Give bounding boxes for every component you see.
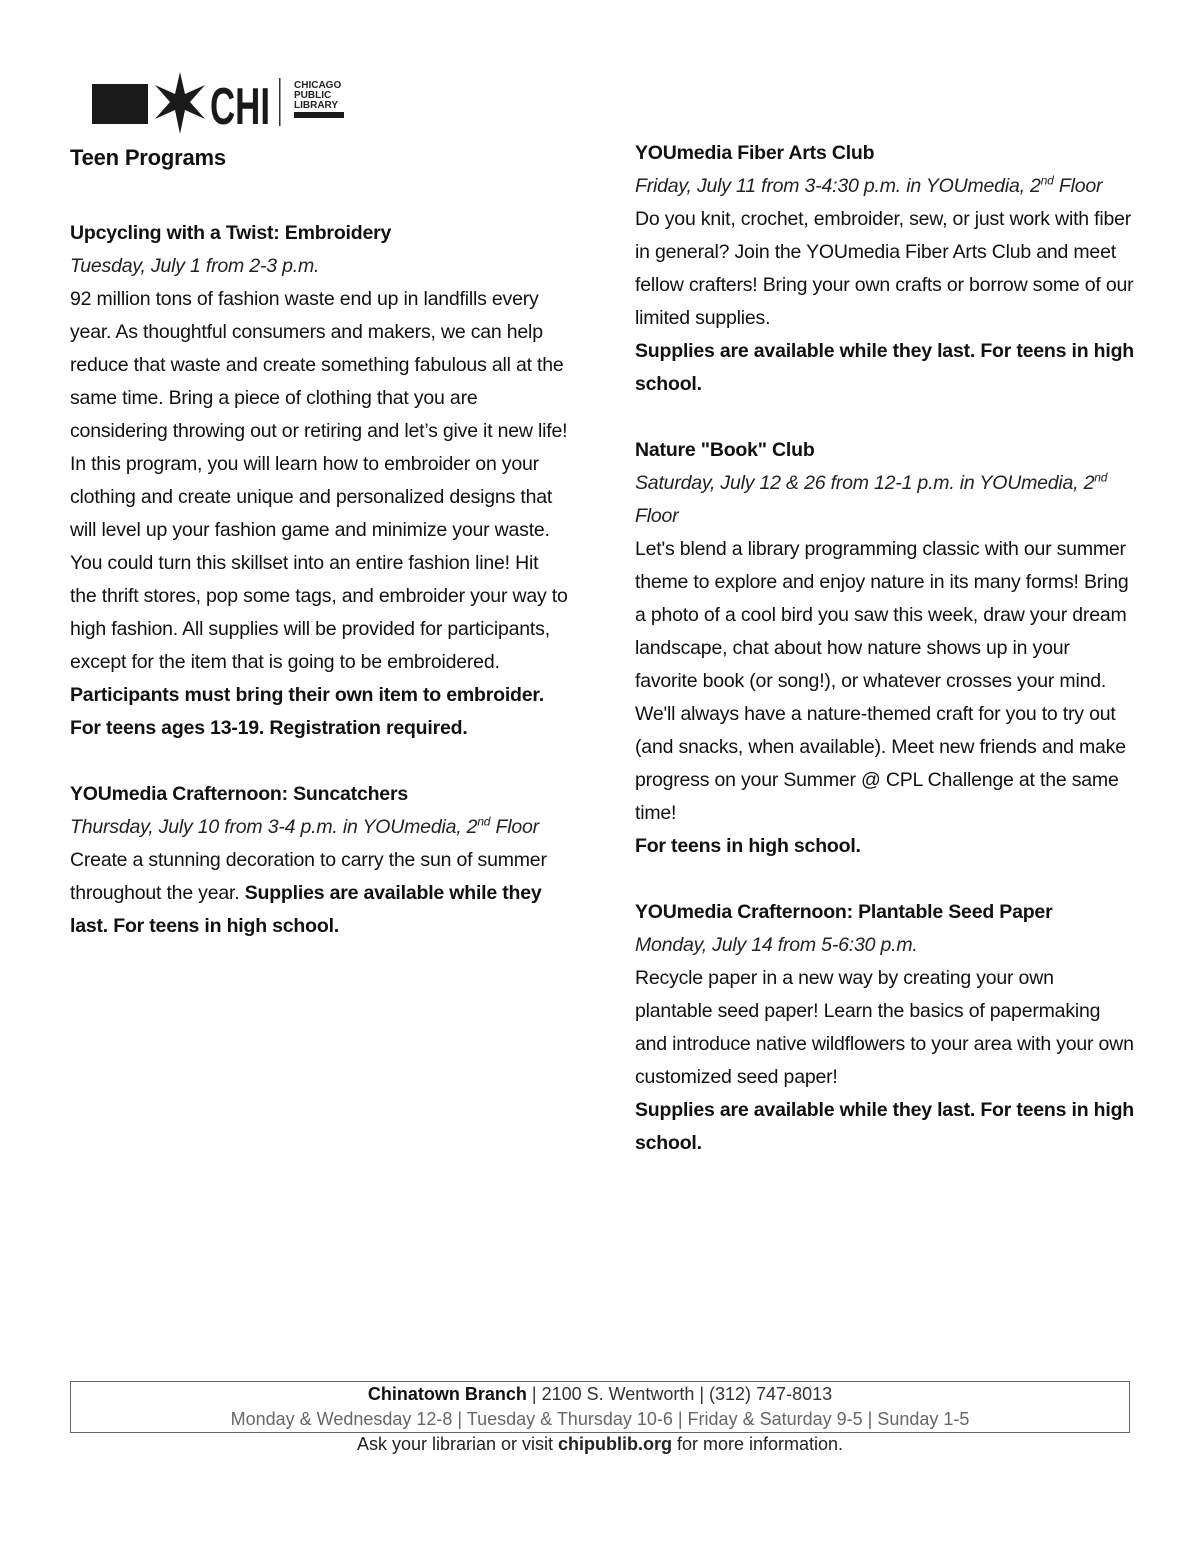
date-floor: Floor <box>490 816 539 838</box>
event-title: YOUmedia Crafternoon: Suncatchers <box>70 783 408 805</box>
event-note: Supplies are available while they last. For teens in high school. <box>635 340 1134 395</box>
date-floor: Floor <box>1053 175 1103 197</box>
date-text: Thursday, July 10 from 3-4 p.m. in YOUmedia, 2 <box>70 816 478 838</box>
event-title: Upcycling with a Twist: Embroidery <box>70 222 392 244</box>
branch-line <box>71 1382 1129 1407</box>
event-upcycling <box>70 217 570 745</box>
event-description: 92 million tons of fashion waste end up in landfills every year. As thoughtful consumers and makers, we can help reduce that waste and create something fabulous all at the same time. Bring a piece of clothing that you are considering throwing out or retiring and let’s give it new life! In this program, you will learn how to embroider on your clothing and create unique and personalized designs that will level up your fashion game and minimize your waste. You could turn this skillset into an entire fashion line! Hit the thrift stores, pop some tags, and embroider your way to high fashion. All supplies will be provided for participants, except for the item that is going to be embroidered. <box>70 288 568 673</box>
event-date <box>70 250 570 283</box>
more-info-text-end: for more information. <box>672 1434 844 1454</box>
event-title: YOUmedia Crafternoon: Plantable Seed Paper <box>635 901 1053 923</box>
website-link[interactable]: chipublib.org <box>558 1434 672 1454</box>
branch-info-box <box>70 1381 1130 1433</box>
svg-text:CHICAGO: CHICAGO <box>294 80 342 91</box>
event-suncatchers <box>70 778 570 943</box>
event-date <box>70 811 570 844</box>
event-description: Do you knit, crochet, embroider, sew, or just work with fiber in general? Join the YOUmedia Fiber Arts Club and meet fellow crafters! Bring your own crafts or borrow some of our limited supplies. <box>635 208 1134 329</box>
branch-hours: Monday & Wednesday 12-8 | Tuesday & Thursday 10-6 | Friday & Saturday 9-5 | Sunday 1-5 <box>230 1409 970 1429</box>
event-title: Nature "Book" Club <box>635 439 815 461</box>
event-note: Supplies are available while they last. For teens in high school. <box>635 1099 1134 1154</box>
date-text: Saturday, July 12 & 26 from 12-1 p.m. in YOUmedia, 2 <box>635 472 1095 494</box>
svg-text:LIBRARY: LIBRARY <box>294 100 339 111</box>
cpl-logo-icon <box>92 72 352 136</box>
branch-address: | 2100 S. Wentworth | (312) 747-8013 <box>526 1384 833 1404</box>
date-floor: Floor <box>635 505 679 527</box>
date-text: Friday, July 11 from 3-4:30 p.m. in YOUmedia, 2 <box>635 175 1041 197</box>
page-title: Teen Programs <box>70 145 226 170</box>
event-title: YOUmedia Fiber Arts Club <box>635 142 875 164</box>
chicago-public-library-logo <box>92 72 352 136</box>
event-nature-book-club <box>635 434 1135 863</box>
event-date <box>635 929 1135 962</box>
event-description: Let's blend a library programming classic with our summer theme to explore and enjoy nature in its many forms! Bring a photo of a cool bird you saw this week, draw your dream landscape, chat about how nature shows up in your favorite book (or song!), or whatever crosses your mind. We'll always have a nature-themed craft for you to try out (and snacks, when available). Meet new friends and make progress on your Summer @ CPL Challenge at the same time! <box>635 538 1129 824</box>
event-date <box>635 467 1135 533</box>
right-column <box>635 137 1135 1193</box>
more-info-text: Ask your librarian or visit <box>356 1434 558 1454</box>
event-description: Create a stunning decoration to carry the sun of summer throughout the year. <box>70 849 547 904</box>
date-sup: nd <box>1040 173 1054 188</box>
date-sup: nd <box>477 814 491 829</box>
date-text: Monday, July 14 from 5-6:30 p.m. <box>635 934 918 956</box>
event-note: For teens in high school. <box>635 835 861 857</box>
date-text: Tuesday, July 1 from 2-3 p.m. <box>70 255 320 277</box>
svg-text:PUBLIC: PUBLIC <box>294 90 332 101</box>
branch-name: Chinatown Branch <box>367 1384 527 1404</box>
left-column <box>70 140 570 976</box>
event-seed-paper <box>635 896 1135 1160</box>
event-note: Supplies are available while they last. For teens in high school. <box>70 882 542 937</box>
event-description: Recycle paper in a new way by creating your own plantable seed paper! Learn the basics of papermaking and introduce native wildflowers to your area with your own customized seed paper! <box>635 967 1134 1088</box>
date-sup: nd <box>1094 470 1108 485</box>
event-date <box>635 170 1135 203</box>
more-info-line <box>70 1434 1130 1455</box>
event-note: Participants must bring their own item to embroider. For teens ages 13-19. Registration required. <box>70 684 544 739</box>
svg-text:CHI: CHI <box>210 78 270 136</box>
event-fiber-arts <box>635 137 1135 401</box>
